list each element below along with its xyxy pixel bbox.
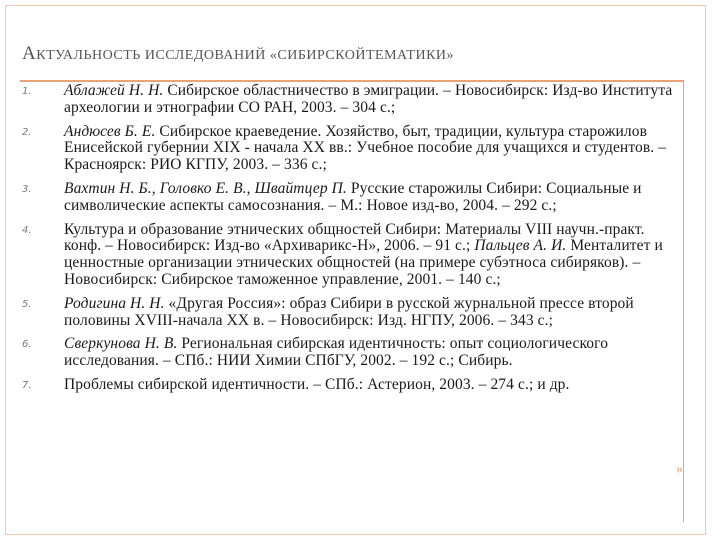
- item-author: Аблажей Н. Н.: [64, 82, 164, 99]
- decorative-mark: »: [676, 462, 683, 477]
- slide-frame-bottom: [5, 534, 705, 535]
- item-author: Андюсев Б. Е.: [64, 122, 156, 140]
- slide-frame-left: [5, 5, 6, 535]
- item-number: 3.: [22, 183, 32, 195]
- list-item: [22, 124, 676, 174]
- list-item: [22, 296, 676, 330]
- item-number: 5.: [22, 298, 32, 310]
- item-body: Сибирское краеведение. Хозяйство, быт, традиции, культура старожилов Енисейской губернии XIX - начала XX вв.: Учебное пособие для учащихся и студентов. – Красноярск: РИО КГПУ, 2003. – 336 с.;: [64, 122, 667, 174]
- item-number: 2.: [22, 126, 32, 138]
- slide-frame-right: [705, 5, 706, 535]
- item-number: 7.: [22, 379, 32, 391]
- slide-frame-top: [5, 5, 705, 6]
- list-item: [22, 83, 676, 117]
- reference-list: [22, 83, 676, 394]
- list-item: [22, 222, 676, 289]
- title-first-letter: А: [22, 43, 37, 64]
- item-body: Сибирское областничество в эмиграции. – Новосибирск: Изд-во Института археологии и этнографии СО РАН, 2003. – 304 с.;: [64, 82, 673, 116]
- list-item: [22, 377, 676, 394]
- item-body: «Другая Россия»: образ Сибири в русской журнальной прессе второй половины XVIII-начала XX в. – Новосибирск: Изд. НГПУ, 2006. – 343 с.;: [64, 294, 634, 329]
- item-author: Пальцев А. И.: [474, 237, 567, 255]
- slide-title: [22, 43, 454, 65]
- item-text: [64, 336, 676, 370]
- item-number: 4.: [22, 224, 32, 236]
- item-text: [64, 296, 676, 330]
- list-item: [22, 181, 676, 215]
- item-number: 1.: [22, 86, 32, 97]
- item-text: [64, 83, 676, 117]
- item-body-2: Менталитет и ценностные организации этнических общностей (на примере субэтноса сибиряков). – Новосибирск: Сибирское таможенное управление, 2001. – 140 с.;: [64, 237, 663, 288]
- list-item: [22, 336, 676, 370]
- item-text: [64, 124, 676, 174]
- item-text: [64, 181, 676, 215]
- item-author: Сверкунова Н. В.: [64, 335, 178, 353]
- item-author: Вахтин Н. Б., Головко Е. В., Швайтцер П.: [64, 179, 347, 197]
- item-number: 6.: [22, 339, 32, 351]
- item-body: Русские старожилы Сибири: Социальные и символические аспекты самосознания. – М.: Новое изд-во, 2004. – 292 с.;: [64, 179, 642, 214]
- item-text: [64, 377, 676, 394]
- title-rest: КТУАЛЬНОСТЬ ИССЛЕДОВАНИЙ «СИБИРСКОЙТЕМАТИКИ»: [36, 48, 455, 63]
- item-body: Региональная сибирская идентичность: опыт социологического исследования. – СПб.: НИИ Химии СПбГУ, 2002. – 192 с.; Сибирь.: [64, 335, 609, 370]
- item-author: Родигина Н. Н.: [64, 294, 165, 312]
- item-body: Культура и образование этнических общностей Сибири: Материалы VIII научн.-практ. конф. – Новосибирск: Изд-во «Архиварикс-Н», 2006. – 91 с.;: [64, 220, 645, 255]
- item-body: Проблемы сибирской идентичности. – СПб.: Астерион, 2003. – 274 с.; и др.: [64, 375, 570, 393]
- item-text: [64, 222, 676, 289]
